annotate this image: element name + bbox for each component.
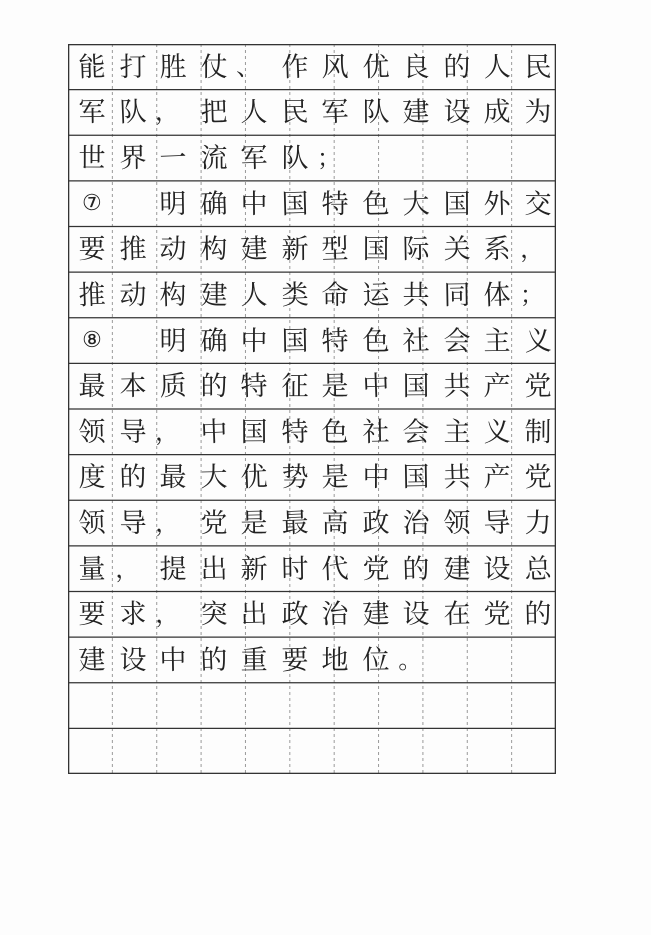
handwritten-char: 色: [321, 416, 349, 448]
handwritten-char: 色: [361, 187, 390, 220]
handwritten-char: 最: [78, 370, 106, 402]
handwritten-char: 界: [118, 142, 147, 174]
handwritten-char: 打: [118, 51, 147, 83]
handwritten-char: 军: [320, 96, 350, 129]
handwritten-char: 确: [199, 324, 228, 357]
handwritten-char: 特: [321, 188, 349, 220]
handwritten-char: 党: [483, 598, 511, 630]
handwritten-char: 质: [158, 370, 188, 403]
handwritten-char: ⑧: [81, 327, 103, 353]
handwritten-char: 流: [199, 142, 228, 174]
handwritten-char: 大: [199, 461, 228, 494]
handwritten-char: 新: [280, 233, 309, 265]
handwritten-char: 国: [361, 233, 390, 265]
handwritten-char: 色: [361, 324, 390, 357]
handwritten-char: 政: [280, 598, 309, 630]
handwritten-char: 会: [442, 325, 471, 357]
handwritten-char: 共: [402, 279, 430, 311]
handwritten-char: 主: [442, 416, 471, 448]
handwritten-char: 确: [199, 187, 228, 220]
handwritten-char: 国: [240, 416, 268, 448]
handwritten-char: 人: [240, 96, 268, 128]
handwritten-char: 设: [483, 552, 511, 585]
handwritten-char: 人: [482, 50, 512, 83]
handwritten-char: 队: [280, 142, 309, 174]
handwritten-char: 、: [235, 52, 261, 82]
handwritten-char: 推: [118, 233, 147, 266]
handwritten-char: 型: [321, 233, 349, 266]
handwritten-char: 导: [482, 507, 512, 540]
handwritten-char: 最: [159, 461, 187, 493]
handwritten-char: 的: [199, 643, 228, 676]
handwritten-char: 领: [442, 507, 471, 539]
handwritten-char: ；: [316, 143, 342, 173]
handwritten-char: 能: [77, 50, 107, 83]
handwritten-char: 类: [280, 278, 309, 311]
handwritten-char: 特: [280, 415, 309, 448]
writing-grid: [68, 44, 556, 774]
handwritten-char: 明: [159, 324, 187, 357]
handwritten-char: 总: [523, 552, 552, 585]
handwritten-char: 征: [280, 370, 309, 402]
handwritten-char: 队: [361, 96, 390, 129]
handwritten-char: 的: [199, 370, 228, 402]
handwritten-char: 军: [78, 96, 106, 129]
handwritten-char: 领: [77, 507, 107, 540]
handwritten-char: 党: [523, 370, 552, 402]
handwritten-char: 共: [442, 370, 471, 403]
handwritten-char: 良: [402, 51, 430, 83]
handwritten-char: 。: [397, 645, 423, 675]
handwritten-char: 风: [321, 51, 349, 83]
handwritten-char: 明: [159, 187, 187, 220]
handwritten-char: 交: [523, 188, 552, 220]
handwritten-char: 势: [280, 461, 309, 494]
handwritten-char: 党: [199, 507, 228, 539]
handwritten-char: 建: [239, 233, 269, 266]
handwritten-char: 国: [442, 188, 471, 220]
handwritten-char: 军: [240, 142, 268, 174]
handwritten-char: 设: [118, 644, 147, 676]
handwritten-char: 系: [483, 233, 511, 265]
handwritten-char: 构: [159, 279, 187, 311]
handwritten-char: 新: [240, 553, 268, 585]
handwritten-char: 的: [523, 598, 552, 631]
handwritten-char: 中: [240, 188, 268, 220]
handwritten-char: 重: [240, 644, 268, 676]
handwritten-char: 同: [442, 279, 471, 311]
handwritten-char: 大: [401, 187, 431, 220]
handwritten-char: 建: [199, 279, 228, 311]
handwritten-char: 导: [118, 416, 147, 448]
handwritten-char: ，: [113, 554, 140, 584]
handwritten-char: 导: [118, 507, 147, 539]
handwritten-char: 作: [280, 50, 309, 83]
handwritten-char: 社: [361, 416, 390, 448]
handwritten-char: 国: [280, 324, 309, 357]
handwritten-char: 中: [240, 325, 268, 357]
handwritten-char: 外: [483, 187, 511, 220]
handwritten-char: 地: [321, 644, 349, 676]
handwritten-char: 中: [199, 415, 228, 448]
handwritten-char: 党: [523, 461, 552, 494]
handwritten-char: 的: [402, 552, 430, 585]
handwritten-char: 产: [483, 461, 511, 494]
handwritten-char: 本: [118, 370, 147, 402]
handwritten-char: 时: [280, 552, 309, 585]
handwritten-char: 建: [361, 598, 390, 631]
handwritten-char: 优: [239, 461, 269, 494]
handwritten-char: 民: [523, 51, 552, 83]
handwritten-char: 高: [321, 507, 349, 539]
handwritten-char: 体: [482, 278, 512, 311]
handwritten-char: 是: [321, 370, 349, 402]
handwritten-char: 建: [402, 96, 430, 129]
handwritten-char: 国: [280, 187, 309, 220]
handwritten-char: 中: [159, 644, 187, 676]
handwritten-char: 动: [159, 233, 187, 265]
handwritten-char: 的: [442, 51, 471, 83]
handwritten-char: 特: [240, 370, 268, 403]
handwritten-char: 政: [361, 507, 390, 539]
handwritten-char: 中: [361, 461, 390, 493]
handwritten-char: 为: [523, 96, 552, 129]
handwritten-char: 要: [78, 233, 106, 265]
handwritten-char: 成: [483, 96, 511, 129]
handwritten-char: ⑦: [81, 190, 103, 216]
handwritten-char: 队: [118, 96, 147, 129]
handwritten-char: 主: [483, 324, 511, 357]
handwritten-char: [110, 319, 156, 363]
handwritten-char: 推: [77, 278, 107, 311]
handwritten-char: 量: [78, 552, 106, 585]
handwritten-char: 建: [78, 644, 106, 676]
handwritten-char: 关: [442, 233, 471, 266]
handwritten-char: 会: [401, 415, 431, 448]
handwritten-char: 要: [280, 644, 309, 676]
handwritten-char: ，: [154, 600, 180, 629]
handwritten-char: 中: [361, 370, 390, 403]
handwritten-char: 制: [523, 416, 552, 448]
handwritten-char: 位: [361, 644, 390, 676]
handwritten-char: 世: [78, 142, 106, 174]
handwritten-char: ，: [154, 417, 180, 447]
handwritten-char: 社: [402, 324, 430, 357]
handwritten-char: 共: [442, 461, 471, 494]
handwritten-char: 治: [402, 507, 430, 539]
handwritten-char: 出: [199, 552, 228, 585]
handwritten-char: 代: [320, 552, 350, 585]
handwritten-char: 义: [523, 324, 552, 357]
handwritten-char: [110, 183, 154, 225]
handwritten-char: 仗: [199, 51, 228, 83]
handwritten-char: 提: [159, 553, 187, 585]
handwritten-char: 党: [361, 553, 390, 585]
handwritten-char: 际: [402, 233, 430, 266]
handwritten-char: 国: [402, 461, 430, 494]
handwritten-char: 民: [280, 96, 309, 129]
handwritten-char: 出: [240, 598, 268, 631]
handwritten-char: ，: [154, 508, 180, 538]
handwritten-char: 治: [321, 598, 349, 631]
handwritten-char: 设: [402, 598, 430, 630]
handwritten-char: 命: [321, 279, 349, 311]
handwritten-char: ，: [154, 98, 180, 127]
handwritten-char: 设: [442, 96, 471, 128]
handwritten-char: 度: [78, 461, 106, 494]
handwritten-char: 在: [442, 598, 471, 631]
handwritten-char: 特: [320, 324, 350, 357]
handwritten-char: 最: [280, 507, 309, 540]
handwritten-char: 求: [118, 598, 147, 631]
handwritten-char: 运: [361, 279, 390, 311]
handwritten-char: ，: [519, 235, 544, 264]
handwritten-char: 动: [118, 279, 147, 311]
handwritten-char: 一: [158, 142, 188, 175]
handwritten-char: 构: [199, 233, 228, 266]
handwritten-char: 领: [78, 415, 106, 448]
handwritten-char: 优: [361, 50, 390, 83]
handwritten-char: 国: [402, 370, 430, 402]
handwritten-char: 产: [483, 370, 511, 402]
handwritten-char: 把: [199, 96, 228, 129]
handwritten-char: 突: [199, 598, 228, 630]
handwritten-char: 是: [240, 507, 268, 539]
handwritten-char: 义: [483, 415, 511, 448]
handwritten-char: 是: [321, 461, 349, 494]
handwritten-char: 要: [78, 598, 106, 630]
handwritten-char: ；: [519, 280, 544, 310]
handwritten-char: 力: [523, 507, 552, 539]
handwritten-char: 建: [442, 553, 471, 585]
handwritten-char: 的: [118, 461, 147, 494]
handwritten-char: 胜: [159, 50, 187, 83]
handwritten-char: 人: [240, 279, 268, 311]
